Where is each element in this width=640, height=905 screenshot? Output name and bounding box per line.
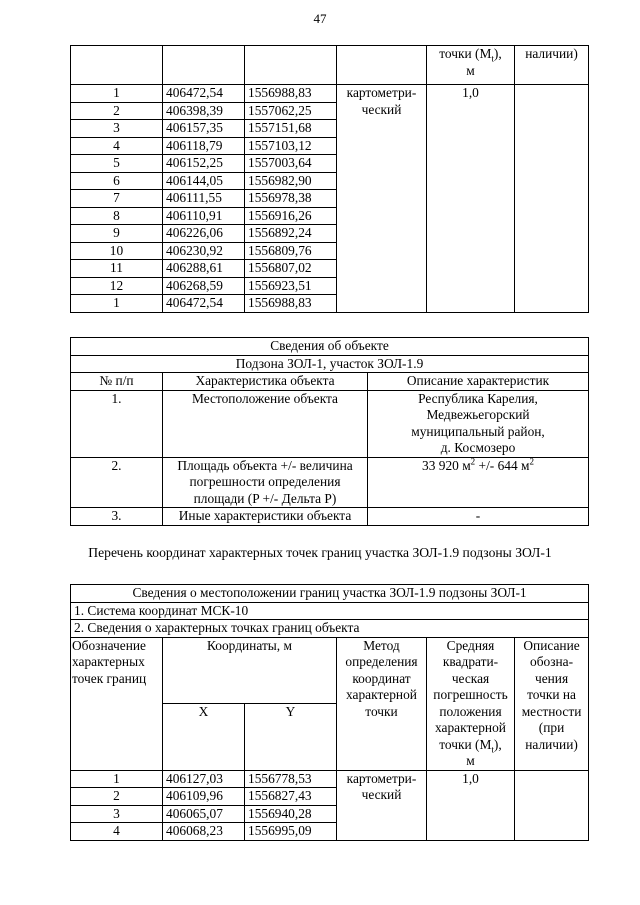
point-number: 4 <box>71 823 163 841</box>
accuracy-cell: 1,0 <box>427 770 515 840</box>
area-value: 33 920 $м^2$ +/- 644 $м^2$ <box>368 457 589 508</box>
y-coordinate: 1556892,24 <box>245 225 337 243</box>
y-coordinate: 1556809,76 <box>245 242 337 260</box>
x-coordinate: 406472,54 <box>163 295 245 313</box>
point-number: 2 <box>71 102 163 120</box>
y-coordinate: 1556940,28 <box>245 805 337 823</box>
method-cell: картометри- ческий <box>337 85 427 313</box>
object-info-title: Сведения об объекте <box>71 338 589 356</box>
point-number: 9 <box>71 225 163 243</box>
table-header-continued <box>71 46 589 85</box>
point-number: 6 <box>71 172 163 190</box>
x-coordinate: 406157,35 <box>163 120 245 138</box>
y-coordinate: 1556923,51 <box>245 277 337 295</box>
point-number: 3 <box>71 805 163 823</box>
point-number: 10 <box>71 242 163 260</box>
location-description: Республика Карелия, Медвежьегорский муниципальный район, д. Космозеро <box>368 390 589 457</box>
coordinate-system: 1. Система координат МСК-10 <box>71 602 589 620</box>
coordinates-table-title: Сведения о местоположении границ участка ЗОЛ-1.9 подзоны ЗОЛ-1 <box>71 585 589 603</box>
y-coordinate: 1556995,09 <box>245 823 337 841</box>
description-cell <box>515 770 589 840</box>
header-point-designation: Обозначение характерных точек границ <box>71 637 163 770</box>
x-coordinate: 406127,03 <box>163 770 245 788</box>
y-coordinate: 1556978,38 <box>245 190 337 208</box>
header-method: Метод определения координат характерной точки <box>337 637 427 770</box>
description-cell <box>515 85 589 313</box>
point-number: 12 <box>71 277 163 295</box>
x-coordinate: 406288,61 <box>163 260 245 278</box>
point-number: 5 <box>71 155 163 173</box>
y-coordinate: 1556982,90 <box>245 172 337 190</box>
page-number: 47 <box>313 11 327 26</box>
table-row: 3. Иные характеристики объекта - <box>71 508 589 526</box>
header-coordinates: Координаты, м <box>163 637 337 704</box>
y-coordinate: 1557151,68 <box>245 120 337 138</box>
object-info-subtitle: Подзона ЗОЛ-1, участок ЗОЛ-1.9 <box>71 355 589 373</box>
points-info: 2. Сведения о характерных точках границ объекта <box>71 620 589 638</box>
point-number: 4 <box>71 137 163 155</box>
table-row: 2. Площадь объекта +/- величина погрешности определения площади (P +/- Дельта P) 33 920 $м^2$ +/- 644 $м^2$ <box>71 457 589 508</box>
x-coordinate: 406268,59 <box>163 277 245 295</box>
y-coordinate: 1557003,64 <box>245 155 337 173</box>
description-header: наличии) <box>515 46 589 85</box>
point-number: 7 <box>71 190 163 208</box>
header-characteristic: Характеристика объекта <box>163 373 368 391</box>
x-coordinate: 406065,07 <box>163 805 245 823</box>
y-coordinate: 1556988,83 <box>245 295 337 313</box>
area-characteristic: Площадь объекта +/- величина погрешности определения площади (P +/- Дельта P) <box>163 457 368 508</box>
point-number: 1 <box>71 85 163 103</box>
header-y: Y <box>245 704 337 771</box>
section-heading: Перечень координат характерных точек границ участка ЗОЛ-1.9 подзоны ЗОЛ-1 <box>88 545 552 560</box>
header-description: Описание характеристик <box>368 373 589 391</box>
y-coordinate: 1557103,12 <box>245 137 337 155</box>
header-number: № п/п <box>71 373 163 391</box>
accuracy-header: точки $(M_t)$, м <box>427 46 515 85</box>
point-number: 1 <box>71 770 163 788</box>
table-row: 1. Местоположение объекта Республика Карелия, Медвежьегорский муниципальный район, д. Космозеро <box>71 390 589 457</box>
y-coordinate: 1556778,53 <box>245 770 337 788</box>
x-coordinate: 406118,79 <box>163 137 245 155</box>
y-coordinate: 1557062,25 <box>245 102 337 120</box>
table-header <box>71 637 589 704</box>
x-coordinate: 406472,54 <box>163 85 245 103</box>
x-coordinate: 406398,39 <box>163 102 245 120</box>
x-coordinate: 406109,96 <box>163 788 245 806</box>
x-coordinate: 406110,91 <box>163 207 245 225</box>
accuracy-cell: 1,0 <box>427 85 515 313</box>
x-coordinate: 406144,05 <box>163 172 245 190</box>
point-number: 3 <box>71 120 163 138</box>
point-number: 11 <box>71 260 163 278</box>
table-row <box>71 770 589 788</box>
point-number: 2 <box>71 788 163 806</box>
x-coordinate: 406226,06 <box>163 225 245 243</box>
x-coordinate: 406152,25 <box>163 155 245 173</box>
header-accuracy: Средняя квадрати- ческая погрешность положения характерной точки $(M_t)$, м <box>427 637 515 770</box>
table-row <box>71 85 589 103</box>
object-info-table <box>70 337 589 526</box>
table-header <box>71 373 589 391</box>
x-coordinate: 406111,55 <box>163 190 245 208</box>
y-coordinate: 1556827,43 <box>245 788 337 806</box>
y-coordinate: 1556916,26 <box>245 207 337 225</box>
x-coordinate: 406230,92 <box>163 242 245 260</box>
coordinates-table <box>70 584 589 841</box>
method-cell: картометри- ческий <box>337 770 427 840</box>
point-number: 8 <box>71 207 163 225</box>
x-coordinate: 406068,23 <box>163 823 245 841</box>
header-x: X <box>163 704 245 771</box>
coordinates-table-continued <box>70 45 589 313</box>
point-number: 1 <box>71 295 163 313</box>
y-coordinate: 1556988,83 <box>245 85 337 103</box>
y-coordinate: 1556807,02 <box>245 260 337 278</box>
header-point-description: Описание обозна- чения точки на местности (при наличии) <box>515 637 589 770</box>
